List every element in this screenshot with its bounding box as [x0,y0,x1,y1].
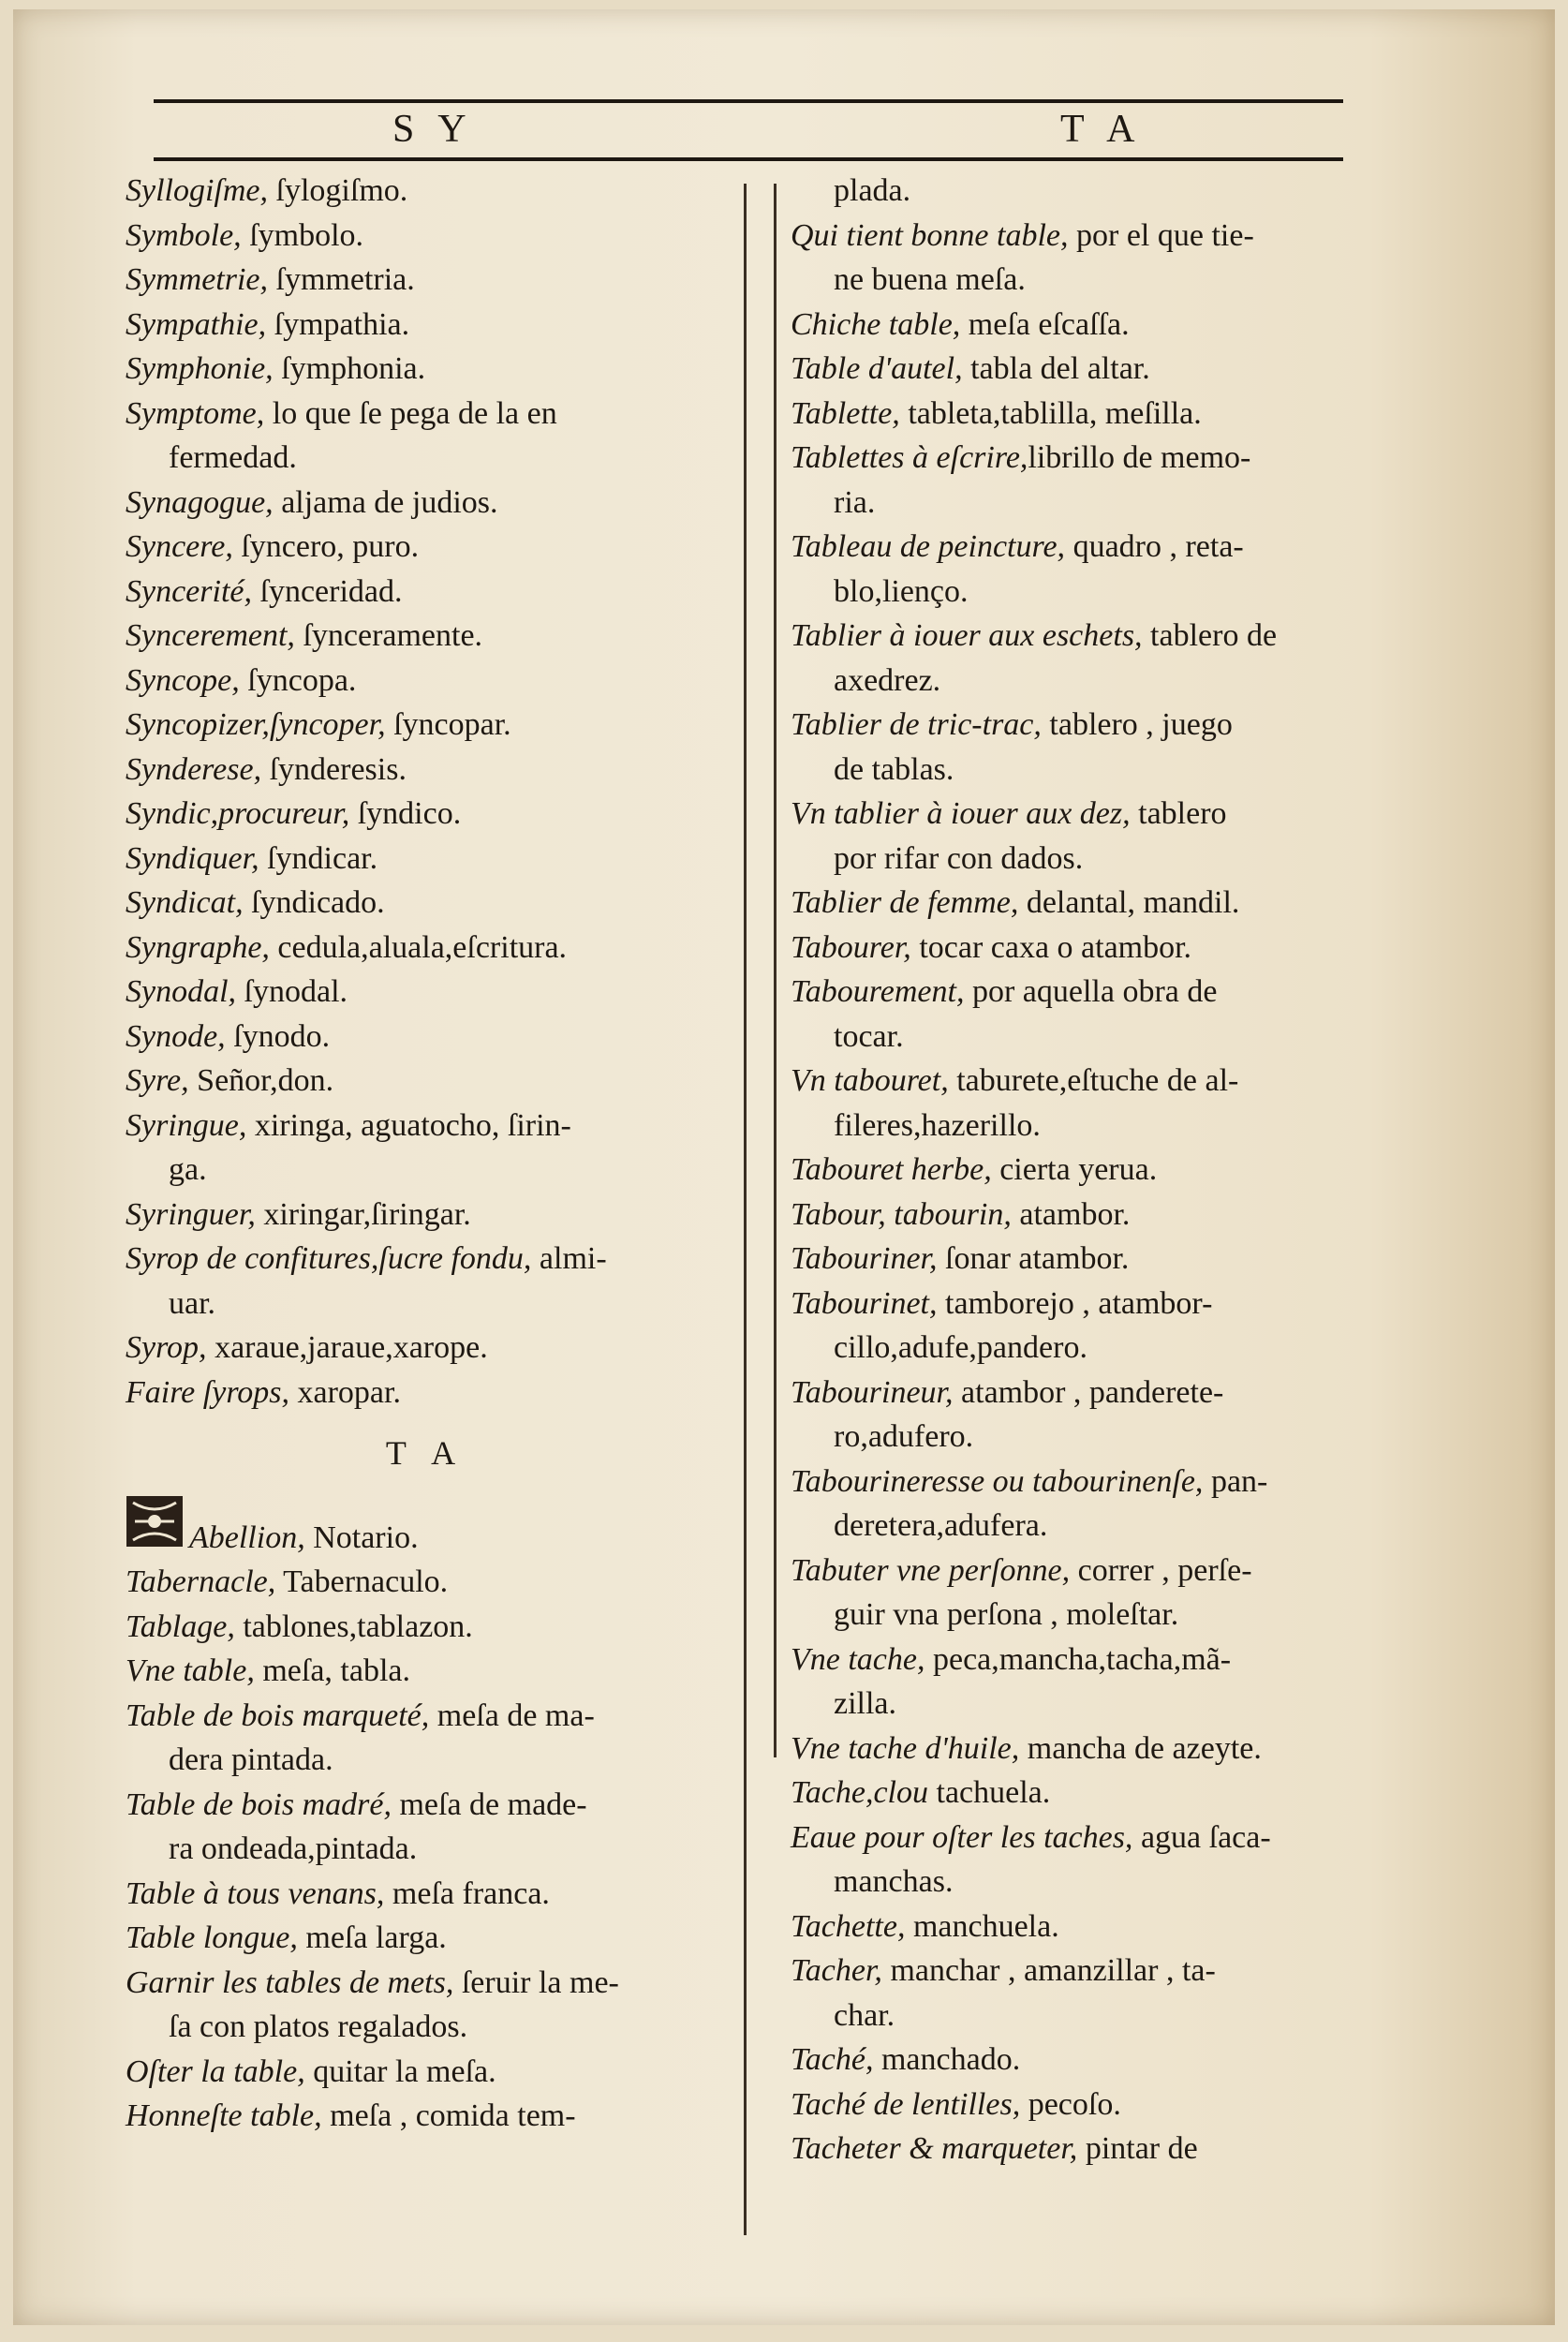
dictionary-entry [126,1783,725,1828]
entry-continuation: blo,lienço. [834,573,969,609]
entry-translation: xiringa, aguatocho, ſirin- [246,1107,571,1143]
entry-translation: taburete,eſtuche de al- [948,1063,1239,1098]
entry-translation: meſa franca. [384,1875,550,1911]
entry-translation: ſymmetria. [268,262,415,297]
entry-translation: tablones,tablazon. [234,1608,473,1644]
running-head-left: S Y [392,108,474,151]
entry-translation: ſynderesis. [261,751,407,787]
dictionary-entry [791,1816,1390,1860]
right-column [791,169,1390,2172]
dictionary-entry [126,881,725,926]
entry-headword: Eaue pour oſter les taches, [791,1819,1133,1855]
entry-translation: ſympathia. [266,306,410,342]
entry-translation: xaropar. [289,1374,401,1410]
entry-headword: Symptome, [126,395,265,431]
entry-translation: tabla del altar. [962,351,1150,386]
entry-translation: meſa, tabla. [254,1653,410,1688]
entry-headword: Chiche table, [791,306,961,342]
dictionary-entry [791,1371,1390,1416]
entry-translation: por el que tie- [1068,217,1254,253]
entry-translation: ſeruir la me- [453,1964,619,2000]
column-rule-right [774,184,777,1757]
entry-translation: meſa larga. [297,1920,447,1955]
entry-headword: Syncerement, [126,618,295,653]
entry-translation: atambor , panderete- [953,1374,1224,1410]
entry-translation: Notario. [304,1519,419,1555]
entry-headword: Tableau de peincture, [791,529,1066,564]
entry-headword: Sympathie, [126,306,267,342]
entry-headword: Syrop, [126,1330,207,1365]
entry-headword: Tablier de tric-trac, [791,707,1042,742]
entry-translation: pecoſo. [1020,2086,1121,2122]
entry-headword: Table longue, [126,1920,298,1955]
entry-translation: xaraue,jaraue,xarope. [206,1330,488,1365]
entry-continuation: ra ondeada,pintada. [169,1831,418,1866]
dictionary-entry [791,1638,1390,1682]
dictionary-entry [126,258,725,303]
dictionary-entry [126,570,725,615]
dictionary-entry [791,1148,1390,1193]
entry-translation: cedula,aluala,eſcritura. [269,929,568,965]
entry-headword: Synagogue, [126,484,274,520]
entry-headword: Vn tablier à iouer aux dez, [791,796,1131,831]
entry-translation: delantal, mandil. [1018,885,1240,920]
entry-translation: ſyncero, puro. [232,529,420,564]
dictionary-entry [126,392,725,437]
dictionary-entry [126,214,725,259]
dictionary-entry [791,970,1390,1015]
entry-translation: mancha de azeyte. [1019,1730,1262,1766]
header-rule-top [154,99,1343,103]
entry-continuation: zilla. [834,1686,897,1721]
entry-headword: Symphonie, [126,351,274,386]
dictionary-entry [126,1872,725,1917]
entry-translation: tachuela. [928,1775,1051,1810]
entry-headword: Syndiquer, [126,840,259,876]
dictionary-entry [791,525,1390,570]
entry-headword: Tabourement, [791,974,965,1009]
entry-translation: meſa de made- [391,1786,587,1822]
entry-translation: tocar caxa o atambor. [910,929,1192,965]
entry-continuation: por rifar con dados. [834,840,1084,876]
entry-translation: ſynceridad. [252,573,403,609]
entry-translation: almi- [531,1241,607,1276]
dictionary-entry [791,1282,1390,1327]
entry-headword: Table d'autel, [791,351,963,386]
entry-headword: Garnir les tables de mets, [126,1964,454,2000]
entry-headword: Tabourineresse ou tabourinenſe, [791,1463,1204,1499]
entry-translation: ſonar atambor. [937,1241,1130,1276]
dictionary-entry [126,614,725,659]
entry-translation: ſynodo. [225,1018,331,1054]
entry-continuation: ria. [834,484,876,520]
dictionary-entry [126,792,725,837]
entry-translation: tablero , juego [1041,707,1233,742]
entry-headword: Tablier de femme, [791,885,1019,920]
entry-continuation: fermedad. [169,440,297,475]
entry-translation: manchuela. [905,1908,1059,1944]
entry-translation: tableta,tablilla, meſilla. [899,395,1202,431]
entry-headword: Tabouret herbe, [791,1152,992,1187]
entry-headword: Vne tache, [791,1641,925,1677]
entry-headword: Syndicat, [126,885,244,920]
dictionary-entry [126,1694,725,1739]
entry-headword: Synode, [126,1018,226,1054]
dictionary-entry [126,303,725,348]
dictionary-entry [126,525,725,570]
dictionary-entry [126,837,725,882]
entry-headword: Vn tabouret, [791,1063,949,1098]
dictionary-entry [126,703,725,748]
dictionary-entry [791,1549,1390,1593]
entry-headword: Tablette, [791,395,900,431]
entry-headword: Vne tache d'huile, [791,1730,1020,1766]
entry-headword: Oſter la table, [126,2053,305,2089]
entry-translation: librillo de memo- [1028,440,1251,475]
entry-headword: Syrop de confitures,ſucre fondu, [126,1241,532,1276]
dictionary-entry [791,703,1390,748]
entry-continuation: de tablas. [834,751,954,787]
entry-headword: Syringue, [126,1107,247,1143]
entry-headword: Tabour, tabourin, [791,1196,1012,1232]
dictionary-entry [126,1059,725,1104]
entry-headword: Syncerité, [126,573,252,609]
dictionary-entry [126,748,725,793]
entry-continuation: char. [834,1997,895,2033]
dictionary-entry [791,2083,1390,2127]
dictionary-entry [126,1560,725,1605]
entry-headword: Vne table, [126,1653,255,1688]
entry-translation: quadro , reta- [1065,529,1244,564]
entry-translation: ſymbolo. [241,217,364,253]
entry-translation: ſynodal. [236,974,348,1009]
entry-translation: quitar la meſa. [304,2053,496,2089]
entry-translation: manchado. [873,2042,1021,2077]
section-heading: T A [385,1434,466,1472]
dictionary-entry [126,1015,725,1060]
book-page [13,9,1555,2325]
entry-headword: Syncere, [126,529,233,564]
entry-translation: peca,mancha,tacha,mã- [925,1641,1232,1677]
entry-headword: Faire ſyrops, [126,1374,290,1410]
dictionary-entry [126,1649,725,1694]
entry-translation: xiringar,ſiringar. [255,1196,471,1232]
entry-continuation: axedrez. [834,662,941,698]
entry-headword: Syringuer, [126,1196,256,1232]
entry-headword: Symmetrie, [126,262,269,297]
entry-continuation: ne buena meſa. [834,262,1026,297]
dictionary-entry [791,2127,1390,2172]
dictionary-entry [126,347,725,392]
entry-headword: Tabernacle, [126,1564,276,1599]
entry-translation: meſa de ma- [429,1697,595,1733]
dictionary-entry [791,1460,1390,1505]
entry-translation: ſyncopa. [239,662,357,698]
entry-headword: Tabourer, [791,929,911,965]
entry-headword: Synderese, [126,751,262,787]
entry-headword: Tache,clou [791,1775,929,1810]
entry-headword: Tabouriner, [791,1241,938,1276]
entry-continuation: manchas. [834,1864,954,1899]
dictionary-entry [791,392,1390,437]
dictionary-entry [126,1605,725,1650]
dictionary-entry [126,169,725,214]
entry-translation: tablero [1130,796,1227,831]
entry-headword: Tablier à iouer aux eschets, [791,618,1143,653]
entry-headword: Table de bois madré, [126,1786,392,1822]
entry-headword: Syncope, [126,662,240,698]
dictionary-entry [126,1326,725,1371]
entry-headword: Tablage, [126,1608,235,1644]
entry-translation: por aquella obra de [964,974,1218,1009]
entry-continuation: deretera,adufera. [834,1508,1048,1543]
dictionary-entry [791,614,1390,659]
entry-headword: Abellion, [189,1519,305,1555]
dictionary-entry [126,1193,725,1238]
entry-headword: Table à tous venans, [126,1875,385,1911]
entry-continuation: ſa con platos regalados. [169,2009,468,2044]
entry-translation: ſymphonia. [273,351,426,386]
dictionary-entry [126,1961,725,2006]
entry-headword: Symbole, [126,217,242,253]
entry-translation: agua ſaca- [1132,1819,1271,1855]
dictionary-entry [126,1495,725,1561]
dictionary-entry [791,792,1390,837]
dictionary-entry [791,347,1390,392]
dictionary-entry [126,1104,725,1149]
dictionary-entry [791,881,1390,926]
entry-headword: Syre, [126,1063,189,1098]
dictionary-entry [791,2038,1390,2083]
entry-translation: manchar , amanzillar , ta- [881,1953,1216,1988]
entry-headword: Tabuter vne perſonne, [791,1552,1071,1588]
entry-headword: Tacheter & marqueter, [791,2131,1078,2166]
entry-headword: Qui tient bonne table, [791,217,1069,253]
entry-headword: Honneſte table, [126,2098,322,2133]
dictionary-entry [126,926,725,971]
dictionary-entry [791,1727,1390,1771]
entry-translation: Tabernaculo. [275,1564,449,1599]
entry-translation: ſyncopar. [385,707,511,742]
entry-continuation: tocar. [834,1018,904,1054]
entry-translation: cierta yerua. [991,1152,1158,1187]
dictionary-entry [126,1916,725,1961]
entry-continuation: cillo,adufe,pandero. [834,1330,1087,1365]
dictionary-entry [126,970,725,1015]
entry-translation: tablero de [1142,618,1278,653]
dictionary-entry [791,1949,1390,1994]
entry-translation: ſyndicar. [259,840,378,876]
column-rule-left [744,184,747,2235]
dictionary-entry [126,659,725,704]
dictionary-entry [791,1193,1390,1238]
left-column [126,169,725,2139]
dictionary-entry [791,1237,1390,1282]
dictionary-entry [791,1771,1390,1816]
entry-headword: Tabourineur, [791,1374,954,1410]
dictionary-entry [126,481,725,526]
entry-continuation: guir vna perſona , moleſtar. [834,1597,1179,1632]
entry-continuation: fileres,hazerillo. [834,1107,1041,1143]
dictionary-entry [791,1059,1390,1104]
entry-continuation: uar. [169,1285,216,1321]
entry-headword: Syndic,procureur, [126,796,350,831]
entry-translation: correr , perſe- [1070,1552,1252,1588]
entry-headword: Syncopizer,ſyncoper, [126,707,386,742]
ornamental-initial [126,1495,189,1561]
entry-translation: tamborejo , atambor- [937,1285,1213,1321]
entry-translation: ſyndicado. [243,885,385,920]
entry-headword: Tacher, [791,1953,882,1988]
entry-headword: Syngraphe, [126,929,270,965]
dictionary-entry [791,926,1390,971]
entry-translation: ſynceramente. [294,618,483,653]
entry-headword: Table de bois marqueté, [126,1697,430,1733]
dictionary-entry [791,436,1390,481]
entry-headword: Tachette, [791,1908,906,1944]
dictionary-entry [791,214,1390,259]
dictionary-entry [126,1371,725,1416]
entry-translation: pintar de [1077,2131,1198,2166]
entry-translation: ſyndico. [349,796,462,831]
entry-headword: Tabourinet, [791,1285,938,1321]
running-head-right: T A [1060,108,1143,151]
entry-continuation: plada. [834,173,911,208]
entry-continuation: ga. [169,1152,207,1187]
entry-translation: atambor. [1011,1196,1131,1232]
entry-translation: lo que ſe pega de la en [264,395,557,431]
entry-headword: Taché, [791,2042,874,2077]
dictionary-entry [126,2050,725,2095]
dictionary-entry [126,1237,725,1282]
header-rule-bottom [154,157,1343,161]
entry-headword: Synodal, [126,974,237,1009]
entry-translation: meſa eſcaſſa. [960,306,1130,342]
entry-continuation: ro,adufero. [834,1419,974,1454]
entry-translation: aljama de judios. [273,484,498,520]
entry-continuation: dera pintada. [169,1742,333,1777]
entry-headword: Taché de lentilles, [791,2086,1021,2122]
entry-translation: ſylogiſmo. [268,173,408,208]
entry-headword: Tablettes à eſcrire, [791,440,1028,475]
dictionary-entry [791,1905,1390,1949]
entry-translation: Señor,don. [188,1063,334,1098]
entry-translation: pan- [1203,1463,1268,1499]
dictionary-entry [791,303,1390,348]
entry-headword: Syllogiſme, [126,173,269,208]
dictionary-entry [126,2094,725,2139]
entry-translation: meſa , comida tem- [321,2098,576,2133]
